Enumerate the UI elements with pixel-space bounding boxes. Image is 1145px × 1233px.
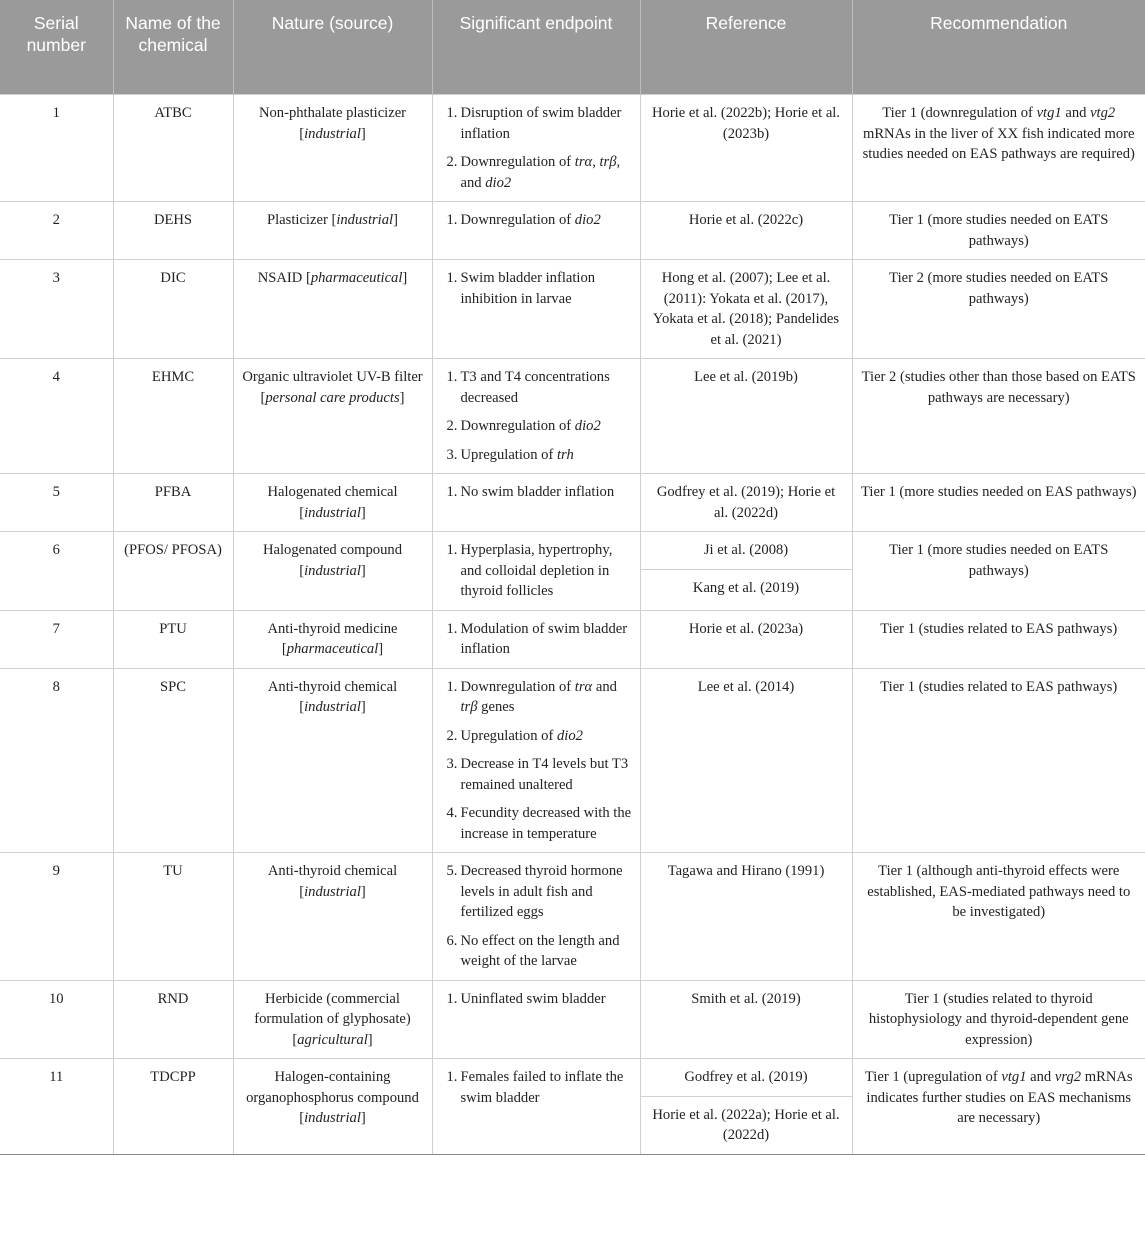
nature-source-cell: Non-phthalate plasticizer [industrial] bbox=[233, 95, 432, 202]
endpoint-number: 2. bbox=[446, 727, 458, 744]
recommendation-cell: Tier 1 (studies related to EAS pathways) bbox=[852, 668, 1145, 853]
source-text: industrial bbox=[304, 562, 361, 579]
source-text: pharmaceutical bbox=[286, 641, 379, 657]
endpoint-text: Decrease in T4 levels but T3 remained unaltered bbox=[460, 756, 629, 793]
endpoint-text: Females failed to inflate the swim bladder bbox=[460, 1069, 624, 1106]
table-row bbox=[0, 1059, 1145, 1155]
recommendation-cell: Tier 1 (downregulation of vtg1 and vtg2 mRNAs in the liver of XX fish indicated more studies needed on EAS pathways are required) bbox=[852, 95, 1145, 202]
endpoint-text: Modulation of swim bladder inflation bbox=[460, 620, 628, 657]
endpoint-cell bbox=[432, 668, 640, 853]
serial-number-cell: 8 bbox=[0, 668, 113, 853]
reference-text: Godfrey et al. (2019) bbox=[684, 1069, 808, 1085]
endpoint-text: Downregulation of trα, trβ, and dio2 bbox=[460, 154, 621, 191]
source-text: industrial bbox=[304, 504, 361, 521]
endpoint-number: 2. bbox=[446, 418, 458, 434]
nature-text: Non-phthalate plasticizer bbox=[258, 105, 407, 121]
chemical-name-cell: SPC bbox=[113, 668, 233, 853]
reference-cell bbox=[640, 668, 852, 853]
chemical-name-cell: RND bbox=[113, 980, 233, 1059]
nature-source-cell: NSAID [pharmaceutical] bbox=[233, 260, 432, 359]
table-header-row bbox=[0, 0, 1145, 95]
endpoint-item bbox=[447, 482, 634, 503]
endpoint-number: 1. bbox=[446, 484, 458, 500]
endpoint-number: 1. bbox=[446, 270, 458, 286]
endpoint-item bbox=[447, 989, 634, 1010]
table-body bbox=[0, 95, 1145, 1155]
reference-cell bbox=[640, 532, 852, 611]
nature-text: Halogenated compound bbox=[262, 542, 402, 558]
endpoint-item bbox=[447, 210, 634, 231]
recommendation-cell: Tier 2 (more studies needed on EATS pathways) bbox=[852, 260, 1145, 359]
reference-text: Lee et al. (2014) bbox=[697, 678, 795, 695]
endpoint-cell bbox=[432, 474, 640, 532]
source-text: industrial bbox=[304, 125, 361, 142]
chemical-name-cell: (PFOS/ PFOSA) bbox=[113, 532, 233, 611]
endpoint-cell bbox=[432, 980, 640, 1059]
reference-cell bbox=[640, 1059, 852, 1155]
serial-number-cell: 7 bbox=[0, 610, 113, 668]
endpoint-item bbox=[447, 416, 634, 437]
endpoint-item bbox=[447, 268, 634, 309]
endpoint-item bbox=[447, 677, 634, 718]
endpoint-text: Swim bladder inflation inhibition in larvae bbox=[460, 270, 596, 307]
endpoint-cell bbox=[432, 202, 640, 260]
endpoint-cell bbox=[432, 1059, 640, 1155]
endpoint-cell bbox=[432, 853, 640, 981]
table-row bbox=[0, 202, 1145, 260]
nature-source-cell: Halogenated compound [industrial] bbox=[233, 532, 432, 611]
chemical-name-cell: DEHS bbox=[113, 202, 233, 260]
endpoint-number: 3. bbox=[446, 446, 458, 463]
nature-text: Anti-thyroid chemical bbox=[267, 863, 398, 879]
header-chemical-name: Name of the chemical bbox=[113, 0, 233, 95]
endpoint-item bbox=[447, 540, 634, 602]
endpoint-number: 1. bbox=[446, 678, 458, 695]
endpoint-number: 4. bbox=[446, 805, 458, 821]
endpoint-text: Fecundity decreased with the increase in temperature bbox=[460, 805, 632, 842]
gene-name-text: dio2 bbox=[485, 174, 512, 191]
table-row bbox=[0, 474, 1145, 532]
endpoint-cell bbox=[432, 359, 640, 474]
nature-text: Anti-thyroid medicine bbox=[267, 620, 398, 637]
nature-text: Halogenated chemical bbox=[267, 484, 398, 500]
reference-cell bbox=[640, 610, 852, 668]
nature-text: Herbicide (commercial formulation of glyphosate) bbox=[254, 990, 411, 1027]
gene-name-text: dio2 bbox=[574, 418, 601, 434]
reference-cell bbox=[640, 980, 852, 1059]
table-row bbox=[0, 260, 1145, 359]
reference-text: Horie et al. (2022c) bbox=[688, 212, 804, 228]
endpoint-number: 2. bbox=[446, 154, 458, 170]
nature-text: Organic ultraviolet UV-B filter bbox=[242, 369, 423, 385]
chemical-name-cell: PTU bbox=[113, 610, 233, 668]
endpoint-item bbox=[447, 367, 634, 408]
serial-number-cell: 5 bbox=[0, 474, 113, 532]
endpoint-text: Upregulation of trh bbox=[460, 446, 574, 463]
serial-number-cell: 2 bbox=[0, 202, 113, 260]
header-recommendation: Recommendation bbox=[852, 0, 1145, 95]
endpoint-text: Downregulation of dio2 bbox=[460, 212, 601, 228]
endpoint-item bbox=[447, 445, 634, 466]
chemical-name-cell: DIC bbox=[113, 260, 233, 359]
source-text: agricultural bbox=[297, 1031, 368, 1048]
endpoint-item bbox=[447, 861, 634, 923]
endpoint-text: Upregulation of dio2 bbox=[460, 727, 583, 744]
endpoint-number: 1. bbox=[446, 369, 458, 385]
recommendation-cell: Tier 1 (more studies needed on EATS pathways) bbox=[852, 532, 1145, 611]
nature-source-cell: Anti-thyroid chemical [industrial] bbox=[233, 668, 432, 853]
serial-number-cell: 10 bbox=[0, 980, 113, 1059]
nature-source-cell: Plasticizer [industrial] bbox=[233, 202, 432, 260]
table-row bbox=[0, 610, 1145, 668]
chemical-name-cell: ATBC bbox=[113, 95, 233, 202]
table-row bbox=[0, 95, 1145, 202]
reference-cell bbox=[640, 853, 852, 981]
endpoint-cell bbox=[432, 95, 640, 202]
gene-name-text: trh bbox=[556, 446, 574, 463]
gene-name-text: vrg2 bbox=[1054, 1069, 1082, 1085]
serial-number-cell: 11 bbox=[0, 1059, 113, 1155]
nature-text: Anti-thyroid chemical bbox=[267, 678, 398, 695]
table-row bbox=[0, 532, 1145, 611]
chemical-name-cell: EHMC bbox=[113, 359, 233, 474]
endpoint-number: 1. bbox=[446, 620, 458, 637]
endpoint-cell bbox=[432, 260, 640, 359]
endpoint-item bbox=[447, 754, 634, 795]
header-serial-number: Serial number bbox=[0, 0, 113, 95]
table-row bbox=[0, 853, 1145, 981]
chemical-name-cell: TDCPP bbox=[113, 1059, 233, 1155]
chemical-name-cell: TU bbox=[113, 853, 233, 981]
gene-name-text: dio2 bbox=[556, 727, 583, 744]
gene-name-text: trα bbox=[574, 678, 593, 695]
nature-source-cell: Organic ultraviolet UV-B filter [personal care products] bbox=[233, 359, 432, 474]
endpoint-item bbox=[447, 803, 634, 844]
reference-cell bbox=[640, 202, 852, 260]
nature-text: Halogen-containing organophosphorus compound bbox=[246, 1069, 419, 1106]
nature-source-cell: Herbicide (commercial formulation of glyphosate) [agricultural] bbox=[233, 980, 432, 1059]
serial-number-cell: 9 bbox=[0, 853, 113, 981]
endpoint-number: 1. bbox=[446, 105, 458, 121]
gene-name-text: trα bbox=[574, 154, 593, 170]
reference-text: Kang et al. (2019) bbox=[641, 569, 852, 607]
serial-number-cell: 1 bbox=[0, 95, 113, 202]
endpoint-item bbox=[447, 726, 634, 747]
endpoint-number: 1. bbox=[446, 542, 458, 558]
endpoint-text: Decreased thyroid hormone levels in adult fish and fertilized eggs bbox=[460, 863, 623, 920]
endpoint-text: Hyperplasia, hypertrophy, and colloidal depletion in thyroid follicles bbox=[460, 542, 613, 599]
source-text: industrial bbox=[304, 1110, 361, 1126]
reference-cell bbox=[640, 474, 852, 532]
nature-source-cell: Halogenated chemical [industrial] bbox=[233, 474, 432, 532]
endpoint-text: T3 and T4 concentrations decreased bbox=[460, 369, 610, 406]
recommendation-cell: Tier 1 (more studies needed on EATS pathways) bbox=[852, 202, 1145, 260]
nature-source-cell: Anti-thyroid chemical [industrial] bbox=[233, 853, 432, 981]
reference-text: Hong et al. (2007); Lee et al. (2011): Yokata et al. (2017), Yokata et al. (2018); Pandelides et al. (2021) bbox=[652, 270, 840, 348]
nature-text: NSAID bbox=[257, 270, 303, 286]
gene-name-text: vtg1 bbox=[1001, 1069, 1027, 1085]
recommendation-cell: Tier 1 (upregulation of vtg1 and vrg2 mRNAs indicates further studies on EAS mechanisms are necessary) bbox=[852, 1059, 1145, 1155]
endpoint-text: No effect on the length and weight of the larvae bbox=[460, 932, 620, 969]
endpoint-item bbox=[447, 619, 634, 660]
endpoint-cell bbox=[432, 610, 640, 668]
reference-cell bbox=[640, 95, 852, 202]
recommendation-cell: Tier 1 (more studies needed on EAS pathways) bbox=[852, 474, 1145, 532]
reference-text: Godfrey et al. (2019); Horie et al. (2022d) bbox=[656, 484, 836, 521]
header-significant-endpoint: Significant endpoint bbox=[432, 0, 640, 95]
gene-name-text: trβ bbox=[599, 154, 617, 170]
reference-text: Horie et al. (2022a); Horie et al. (2022d) bbox=[641, 1096, 852, 1154]
endpoint-item bbox=[447, 931, 634, 972]
endpoint-number: 1. bbox=[446, 212, 458, 228]
endpoint-text: Uninflated swim bladder bbox=[460, 990, 606, 1007]
reference-text: Tagawa and Hirano (1991) bbox=[667, 863, 825, 879]
endpoint-number: 5. bbox=[446, 863, 458, 879]
source-text: industrial bbox=[336, 212, 394, 228]
reference-text: Horie et al. (2022b); Horie et al. (2023b) bbox=[651, 105, 841, 142]
endpoint-number: 6. bbox=[446, 932, 458, 949]
gene-name-text: vtg2 bbox=[1090, 105, 1116, 121]
endpoint-text: Downregulation of dio2 bbox=[460, 418, 601, 434]
endpoint-cell bbox=[432, 532, 640, 611]
reference-text: Lee et al. (2019b) bbox=[694, 369, 798, 385]
recommendation-cell: Tier 2 (studies other than those based on EATS pathways are necessary) bbox=[852, 359, 1145, 474]
serial-number-cell: 3 bbox=[0, 260, 113, 359]
endpoint-text: Disruption of swim bladder inflation bbox=[460, 105, 622, 142]
serial-number-cell: 4 bbox=[0, 359, 113, 474]
source-text: personal care products bbox=[265, 389, 400, 406]
endpoint-text: Downregulation of trα and trβ genes bbox=[460, 678, 617, 715]
recommendation-cell: Tier 1 (studies related to EAS pathways) bbox=[852, 610, 1145, 668]
nature-source-cell: Halogen-containing organophosphorus compound [industrial] bbox=[233, 1059, 432, 1155]
recommendation-cell: Tier 1 (although anti-thyroid effects were established, EAS-mediated pathways need to be investigated) bbox=[852, 853, 1145, 981]
gene-name-text: vtg1 bbox=[1036, 105, 1062, 121]
header-nature-source: Nature (source) bbox=[233, 0, 432, 95]
table-row bbox=[0, 359, 1145, 474]
endpoint-item bbox=[447, 152, 634, 193]
reference-cell bbox=[640, 260, 852, 359]
recommendation-cell: Tier 1 (studies related to thyroid histophysiology and thyroid-dependent gene expression) bbox=[852, 980, 1145, 1059]
reference-text: Smith et al. (2019) bbox=[691, 990, 801, 1007]
endpoint-number: 3. bbox=[446, 756, 458, 772]
endpoint-number: 1. bbox=[446, 990, 458, 1007]
serial-number-cell: 6 bbox=[0, 532, 113, 611]
endpoint-number: 1. bbox=[446, 1069, 458, 1085]
gene-name-text: trβ bbox=[460, 699, 478, 715]
nature-text: Plasticizer bbox=[267, 212, 328, 228]
endpoint-text: No swim bladder inflation bbox=[460, 484, 615, 500]
source-text: pharmaceutical bbox=[310, 270, 403, 286]
chemical-name-cell: PFBA bbox=[113, 474, 233, 532]
table-row bbox=[0, 980, 1145, 1059]
endpoint-item bbox=[447, 103, 634, 144]
reference-text: Ji et al. (2008) bbox=[703, 542, 789, 558]
source-text: industrial bbox=[304, 883, 361, 900]
header-reference: Reference bbox=[640, 0, 852, 95]
table-row bbox=[0, 668, 1145, 853]
gene-name-text: dio2 bbox=[574, 212, 601, 228]
reference-text: Horie et al. (2023a) bbox=[688, 620, 804, 637]
reference-cell bbox=[640, 359, 852, 474]
nature-source-cell: Anti-thyroid medicine [pharmaceutical] bbox=[233, 610, 432, 668]
source-text: industrial bbox=[304, 699, 361, 715]
endpoint-item bbox=[447, 1067, 634, 1108]
